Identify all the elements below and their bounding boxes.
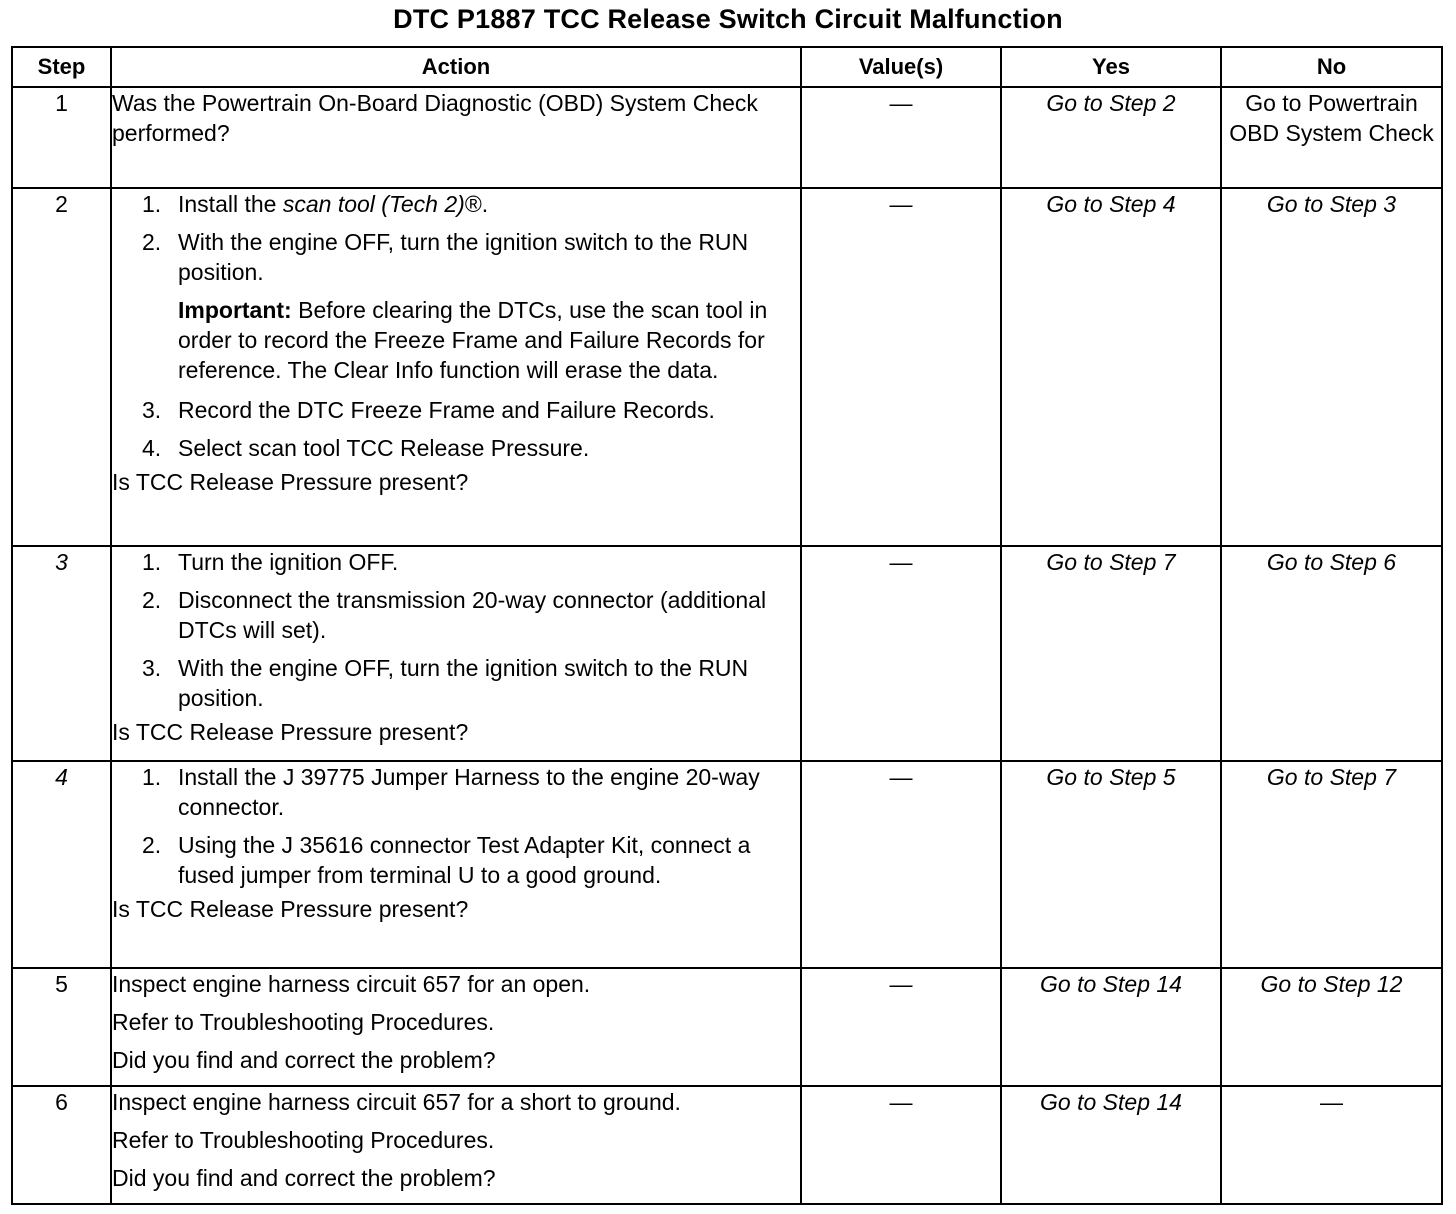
step-item-text: Select scan tool TCC Release Pressure. — [178, 435, 590, 461]
header-step: Step — [12, 47, 111, 87]
action-question: Is TCC Release Pressure present? — [112, 469, 469, 495]
header-yes: Yes — [1001, 47, 1221, 87]
step-item-number: 1. — [142, 549, 162, 575]
action-cell — [111, 188, 801, 546]
action-steps — [112, 762, 800, 890]
header-action: Action — [111, 47, 801, 87]
action-step — [112, 395, 800, 425]
action-step — [112, 585, 800, 645]
action-line: Refer to Troubleshooting Procedures. — [112, 1009, 495, 1035]
page-title: DTC P1887 TCC Release Switch Circuit Malfunction — [393, 4, 1063, 34]
action-steps — [112, 395, 800, 463]
action-cell — [111, 761, 801, 968]
table-row — [12, 1086, 1442, 1204]
action-cell — [111, 546, 801, 761]
step-item-number: 2. — [142, 832, 162, 858]
value-cell: — — [801, 188, 1001, 546]
step-item-number: 1. — [142, 191, 162, 217]
step-number: 6 — [12, 1086, 111, 1204]
action-question: Was the Powertrain On-Board Diagnostic (OBD) System Check performed? — [112, 90, 758, 146]
action-step — [112, 762, 800, 822]
diagnostic-table — [11, 46, 1443, 1205]
value-cell: — — [801, 1086, 1001, 1204]
header-no: No — [1221, 47, 1442, 87]
step-number: 1 — [12, 87, 111, 188]
step-item-number: 4. — [142, 435, 162, 461]
header-row — [12, 47, 1442, 87]
action-line: Inspect engine harness circuit 657 for a short to ground. — [112, 1089, 681, 1115]
step-number: 2 — [12, 188, 111, 546]
no-cell: Go to Powertrain OBD System Check — [1221, 87, 1442, 188]
step-number: 4 — [12, 761, 111, 968]
table-row — [12, 546, 1442, 761]
yes-cell: Go to Step 14 — [1001, 968, 1221, 1086]
action-step — [112, 653, 800, 713]
table-row — [12, 761, 1442, 968]
action-line: Inspect engine harness circuit 657 for an open. — [112, 971, 591, 997]
action-steps — [112, 189, 800, 287]
yes-cell: Go to Step 5 — [1001, 761, 1221, 968]
action-question: Is TCC Release Pressure present? — [112, 896, 469, 922]
step-item-number: 3. — [142, 397, 162, 423]
step-item-text: Record the DTC Freeze Frame and Failure Records. — [178, 397, 715, 423]
step-item-number: 2. — [142, 587, 162, 613]
action-question: Did you find and correct the problem? — [112, 1047, 496, 1073]
action-cell — [111, 1086, 801, 1204]
important-label: Important: — [178, 297, 292, 323]
value-cell: — — [801, 546, 1001, 761]
action-step — [112, 227, 800, 287]
action-steps — [112, 547, 800, 713]
important-text: Before clearing the DTCs, use the scan tool in order to record the Freeze Frame and Failure Records for reference. The Clear Info function will erase the data. — [178, 297, 768, 383]
step-item-number: 3. — [142, 655, 162, 681]
table-row — [12, 87, 1442, 188]
action-question: Is TCC Release Pressure present? — [112, 719, 469, 745]
no-cell: Go to Step 12 — [1221, 968, 1442, 1086]
no-cell: Go to Step 7 — [1221, 761, 1442, 968]
yes-cell: Go to Step 4 — [1001, 188, 1221, 546]
action-question: Did you find and correct the problem? — [112, 1165, 496, 1191]
action-step — [112, 830, 800, 890]
step-item-number: 2. — [142, 229, 162, 255]
step-item-suffix: ®. — [464, 191, 489, 217]
step-item-text: Turn the ignition OFF. — [178, 549, 399, 575]
header-values: Value(s) — [801, 47, 1001, 87]
step-item-text: Install the J 39775 Jumper Harness to the engine 20-way connector. — [178, 764, 760, 820]
tool-name: scan tool (Tech 2) — [282, 191, 465, 217]
important-note — [112, 295, 800, 385]
step-number: 5 — [12, 968, 111, 1086]
yes-cell: Go to Step 14 — [1001, 1086, 1221, 1204]
action-line: Refer to Troubleshooting Procedures. — [112, 1127, 495, 1153]
table-row — [12, 968, 1442, 1086]
step-item-text: With the engine OFF, turn the ignition switch to the RUN position. — [178, 229, 749, 285]
step-item-text: Install the — [178, 191, 283, 217]
value-cell: — — [801, 968, 1001, 1086]
action-step — [112, 189, 800, 219]
action-cell — [111, 87, 801, 188]
action-step — [112, 547, 800, 577]
step-item-text: With the engine OFF, turn the ignition switch to the RUN position. — [178, 655, 749, 711]
step-number: 3 — [12, 546, 111, 761]
step-item-text: Disconnect the transmission 20-way connector (additional DTCs will set). — [178, 587, 767, 643]
no-cell: — — [1221, 1086, 1442, 1204]
no-cell: Go to Step 6 — [1221, 546, 1442, 761]
yes-cell: Go to Step 7 — [1001, 546, 1221, 761]
table-row — [12, 188, 1442, 546]
value-cell: — — [801, 87, 1001, 188]
action-cell — [111, 968, 801, 1086]
step-item-text: Using the J 35616 connector Test Adapter Kit, connect a fused jumper from terminal U to a good ground. — [178, 832, 751, 888]
action-step — [112, 433, 800, 463]
step-item-number: 1. — [142, 764, 162, 790]
value-cell: — — [801, 761, 1001, 968]
no-cell: Go to Step 3 — [1221, 188, 1442, 546]
yes-cell: Go to Step 2 — [1001, 87, 1221, 188]
